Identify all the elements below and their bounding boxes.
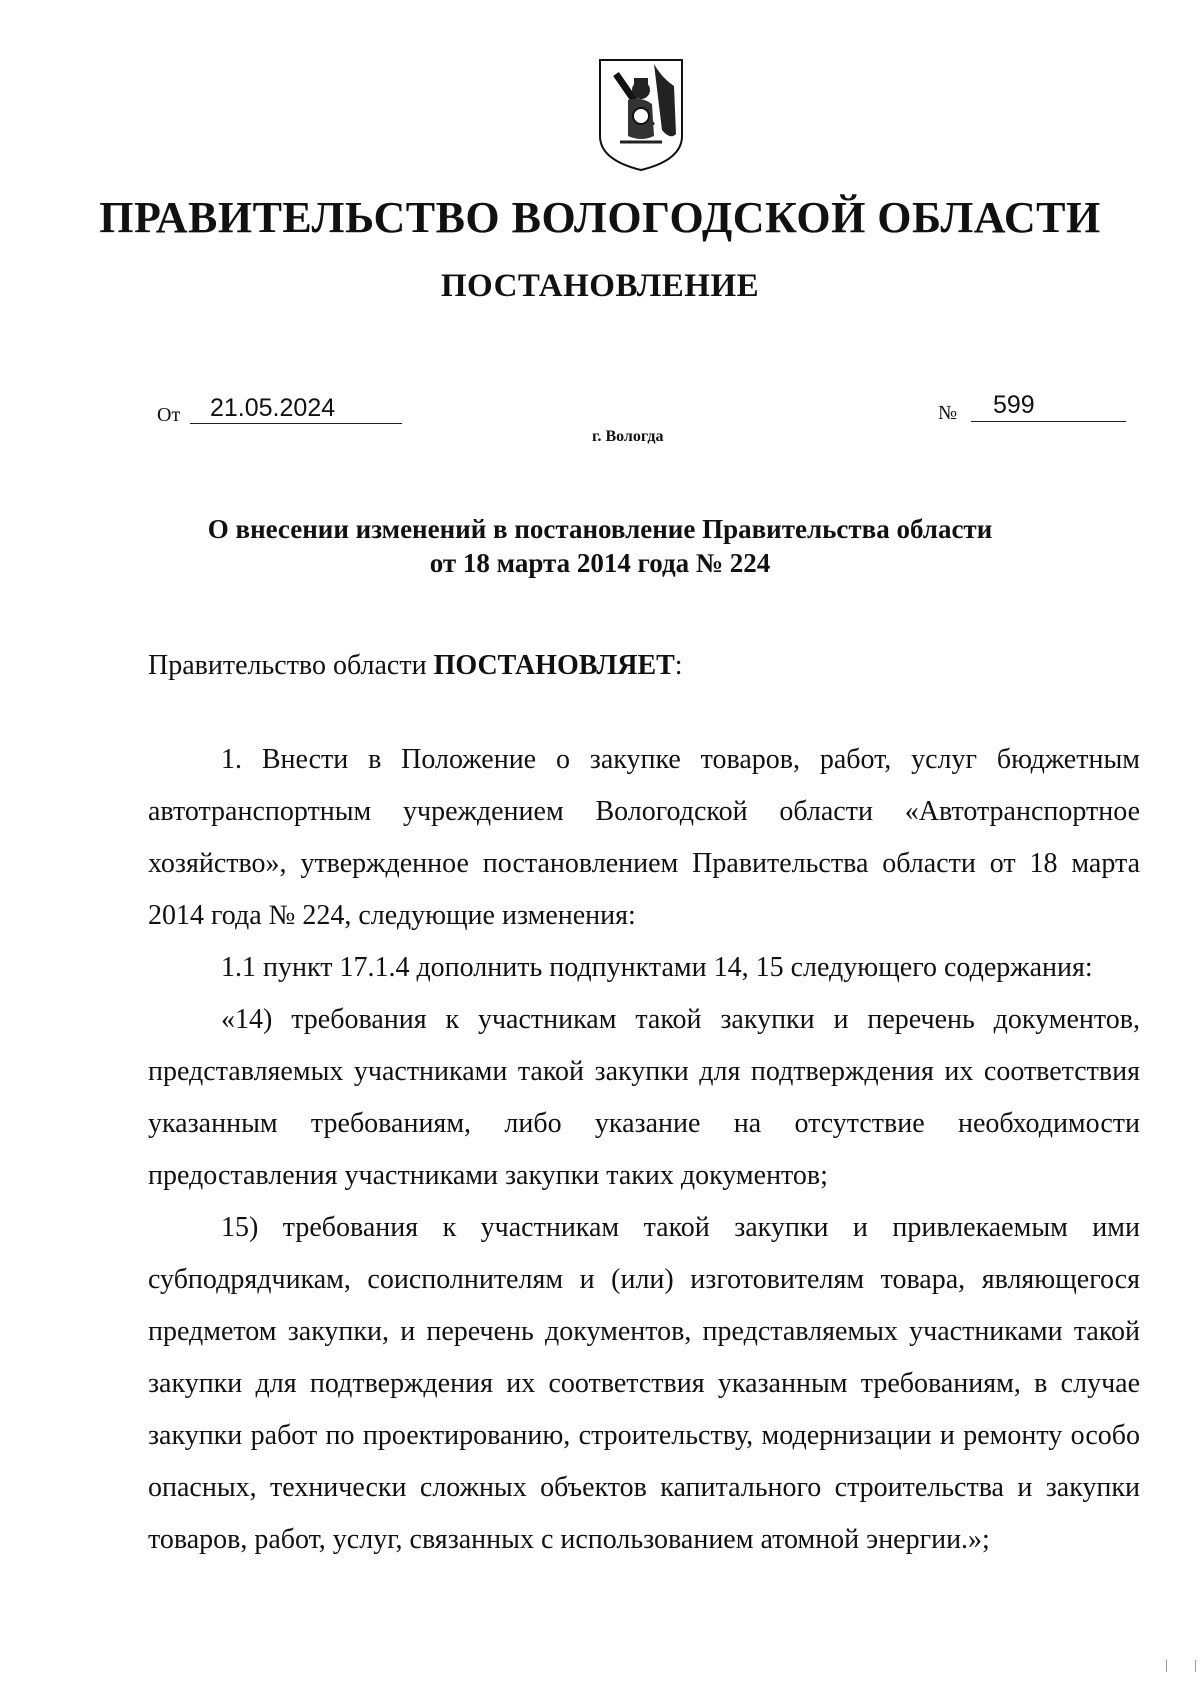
subpoint-14: «14) требования к участникам такой закупки и перечень документов, представляемых участниками такой закупки для подтверждения их соответствия указанным требованиям, либо указание на отсутствие необходимости предоставления участниками закупки таких документов; — [148, 1004, 1140, 1191]
number-label: № — [938, 402, 958, 424]
scan-artifact — [1195, 1660, 1196, 1672]
scan-artifact — [1166, 1660, 1167, 1672]
subject-line-1: О внесении изменений в постановление Правительства области — [207, 514, 993, 544]
date-value: 21.05.2024 — [190, 394, 402, 424]
coat-of-arms-icon — [596, 56, 686, 174]
document-subject — [100, 512, 1100, 580]
preamble — [148, 640, 1140, 692]
paragraph-1-1: 1.1 пункт 17.1.4 дополнить подпунктами 14, 15 следующего содержания: — [221, 952, 1093, 983]
paragraph-1: 1. Внести в Положение о закупке товаров, работ, услуг бюджетным автотранспортным учреждением Вологодской области «Автотранспортное хозяйство», утвержденное постановлением Правительства области от 18 марта 2014 года № 224, следующие изменения: — [148, 744, 1140, 931]
subject-line-2: от 18 марта 2014 года № 224 — [429, 548, 771, 578]
preamble-emphasis: ПОСТАНОВЛЯЕТ — [433, 650, 675, 681]
paragraph-1-block — [148, 734, 1140, 1566]
subpoint-15: 15) требования к участникам такой закупки и привлекаемым ими субподрядчикам, соисполнителям и (или) изготовителям товара, являющегося предметом закупки, и перечень документов, представляемых участниками такой закупки для подтверждения их соответствия указанным требованиям, в случае закупки работ по проектированию, строительству, модернизации и ремонту особо опасных, технически сложных объектов капитального строительства и закупки товаров, работ, услуг, связанных с использованием атомной энергии.»; — [148, 1212, 1140, 1555]
document-type: ПОСТАНОВЛЕНИЕ — [440, 268, 760, 304]
preamble-text: Правительство области — [148, 650, 434, 681]
city-label: г. Вологда — [592, 428, 664, 445]
number-value: 599 — [971, 392, 1126, 422]
government-title: ПРАВИТЕЛЬСТВО ВОЛОГОДСКОЙ ОБЛАСТИ — [99, 193, 1101, 242]
preamble-tail: : — [674, 650, 683, 681]
date-label: От — [157, 404, 181, 426]
